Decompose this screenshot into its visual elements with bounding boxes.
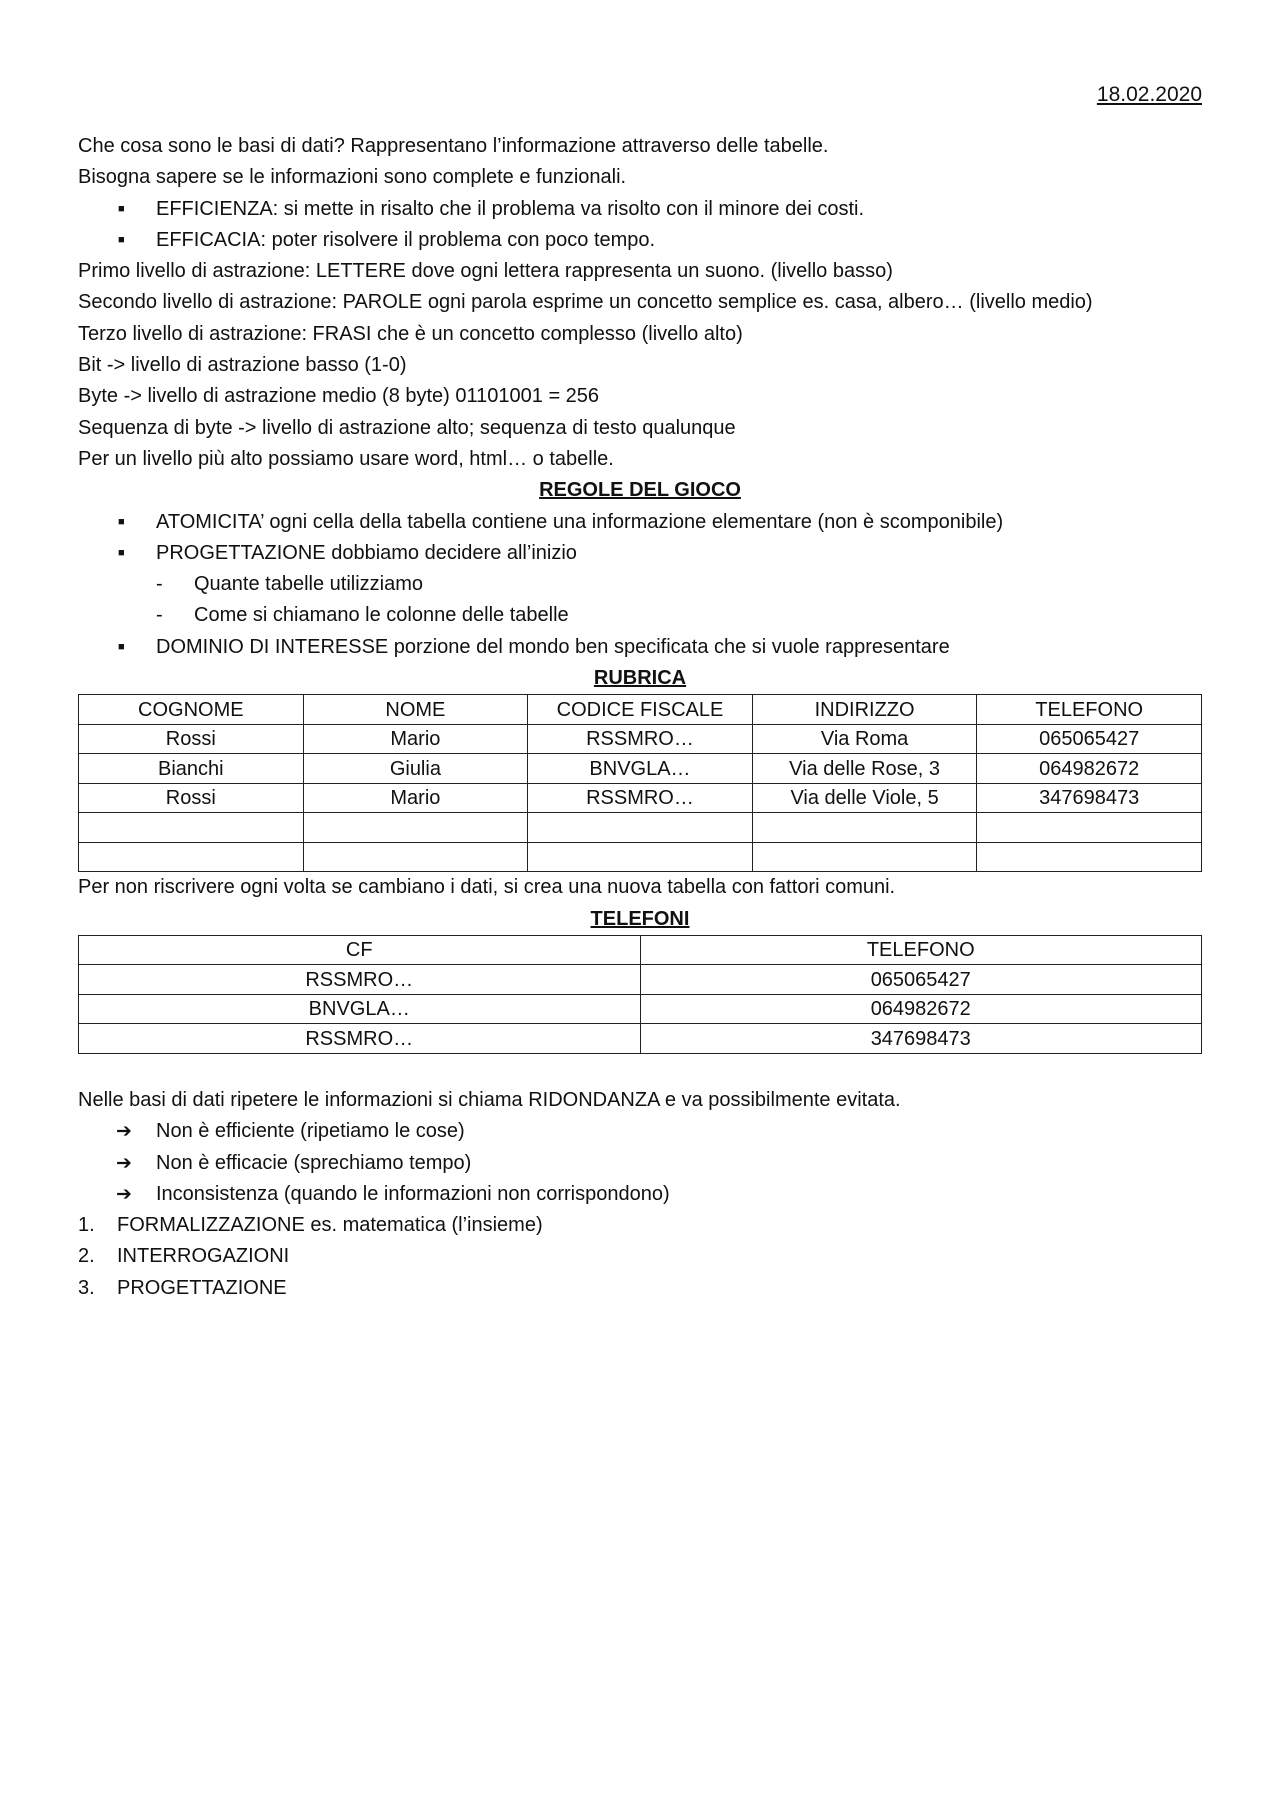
telefoni-title: TELEFONI [590, 907, 690, 930]
numbered-text: INTERROGAZIONI [117, 1245, 290, 1268]
numbered-text: PROGETTAZIONE [117, 1276, 287, 1299]
table-cell: Via Roma [752, 724, 977, 754]
item-number: 2. [78, 1245, 95, 1268]
square-bullet-icon: ■ [118, 202, 125, 215]
table-cell: Rossi [79, 724, 304, 754]
level-line: Per un livello più alto possiamo usare word, html… o tabelle. [78, 447, 614, 470]
level-line: Bit -> livello di astrazione basso (1-0) [78, 354, 407, 377]
table-row [79, 965, 1202, 995]
column-header: NOME [303, 695, 528, 725]
rule-item [78, 507, 1202, 538]
table-cell: 065065427 [640, 965, 1202, 995]
item-number: 1. [78, 1214, 95, 1237]
column-header: CODICE FISCALE [528, 695, 753, 725]
table-row [79, 724, 1202, 754]
table-cell: 064982672 [977, 754, 1202, 784]
table-cell: Via delle Viole, 5 [752, 783, 977, 813]
numbered-item [78, 1210, 1202, 1241]
sub-rule-text: Come si chiamano le colonne delle tabelle [194, 604, 569, 627]
table-cell: BNVGLA… [528, 754, 753, 784]
spacer [78, 1054, 1202, 1085]
table-cell: RSSMRO… [79, 1024, 641, 1054]
arrow-item [78, 1148, 1202, 1179]
numbered-item [78, 1241, 1202, 1272]
table-cell: Mario [303, 783, 528, 813]
table-cell: RSSMRO… [79, 965, 641, 995]
table-cell: RSSMRO… [528, 724, 753, 754]
table-cell: Giulia [303, 754, 528, 784]
table-cell: BNVGLA… [79, 994, 641, 1024]
dash-bullet-icon: - [156, 604, 163, 627]
square-bullet-icon: ■ [118, 546, 125, 559]
square-bullet-icon: ■ [118, 515, 125, 528]
table-cell: Via delle Rose, 3 [752, 754, 977, 784]
table-cell: RSSMRO… [528, 783, 753, 813]
arrow-item [78, 1116, 1202, 1147]
table-cell [303, 842, 528, 872]
rule-text: DOMINIO DI INTERESSE porzione del mondo ben specificata che si vuole rappresentare [156, 635, 950, 658]
arrow-item [78, 1179, 1202, 1210]
square-bullet-icon: ■ [118, 233, 125, 246]
table-cell [977, 813, 1202, 843]
table-cell [977, 842, 1202, 872]
bullet-item [78, 225, 1202, 256]
intro-line: Bisogna sapere se le informazioni sono complete e funzionali. [78, 166, 627, 189]
table-row [79, 754, 1202, 784]
sub-rule-item [78, 569, 1202, 600]
telefoni-table [78, 935, 1202, 1054]
rule-text: ATOMICITA’ ogni cella della tabella contiene una informazione elementare (non è scomponibile) [156, 510, 1004, 533]
numbered-item [78, 1273, 1202, 1304]
table-cell: Bianchi [79, 754, 304, 784]
level-line: Terzo livello di astrazione: FRASI che è un concetto complesso (livello alto) [78, 322, 743, 345]
table-cell [752, 842, 977, 872]
table-row [79, 842, 1202, 872]
arrow-right-icon: ➔ [116, 1152, 132, 1174]
table-cell: 347698473 [977, 783, 1202, 813]
rule-item [78, 538, 1202, 569]
redundancy-text: Nelle basi di dati ripetere le informazioni si chiama RIDONDANZA e va possibilmente evitata. [78, 1088, 901, 1111]
sub-rule-item [78, 600, 1202, 631]
table-cell: 347698473 [640, 1024, 1202, 1054]
table-cell: 065065427 [977, 724, 1202, 754]
table-header-row [79, 695, 1202, 725]
bullet-text: EFFICIENZA: si mette in risalto che il problema va risolto con il minore dei costi. [156, 197, 865, 220]
square-bullet-icon: ■ [118, 640, 125, 653]
column-header: TELEFONO [977, 695, 1202, 725]
arrow-item-text: Inconsistenza (quando le informazioni non corrispondono) [156, 1182, 670, 1205]
table-row [79, 994, 1202, 1024]
intro-line: Che cosa sono le basi di dati? Rappresentano l’informazione attraverso delle tabelle. [78, 135, 829, 157]
arrow-right-icon: ➔ [116, 1183, 132, 1205]
arrow-item-text: Non è efficacie (sprechiamo tempo) [156, 1151, 472, 1174]
table-cell [79, 813, 304, 843]
rubrica-title: RUBRICA [593, 667, 687, 690]
level-line: Sequenza di byte -> livello di astrazione alto; sequenza di testo qualunque [78, 416, 736, 439]
rubrica-table [78, 694, 1202, 872]
column-header: TELEFONO [640, 935, 1202, 965]
arrow-item-text: Non è efficiente (ripetiamo le cose) [156, 1120, 465, 1143]
rule-item [78, 632, 1202, 663]
bullet-text: EFFICACIA: poter risolvere il problema con poco tempo. [156, 228, 656, 251]
table-cell: Mario [303, 724, 528, 754]
numbered-text: FORMALIZZAZIONE es. matematica (l’insieme) [117, 1214, 543, 1237]
column-header: CF [79, 935, 641, 965]
notes-body [78, 131, 1202, 1304]
table-cell: Rossi [79, 783, 304, 813]
table-row [79, 783, 1202, 813]
between-tables-text: Per non riscrivere ogni volta se cambiano i dati, si crea una nuova tabella con fattori comuni. [78, 876, 896, 899]
table-cell: 064982672 [640, 994, 1202, 1024]
table-cell [752, 813, 977, 843]
table-cell [528, 813, 753, 843]
rules-heading: REGOLE DEL GIOCO [539, 479, 741, 502]
sub-rule-text: Quante tabelle utilizziamo [194, 573, 424, 596]
column-header: INDIRIZZO [752, 695, 977, 725]
date: 18.02.2020 [1096, 83, 1202, 106]
table-cell [528, 842, 753, 872]
rule-text: PROGETTAZIONE dobbiamo decidere all’inizio [156, 541, 577, 564]
table-row [79, 1024, 1202, 1054]
table-header-row [79, 935, 1202, 965]
table-cell [79, 842, 304, 872]
level-line: Primo livello di astrazione: LETTERE dove ogni lettera rappresenta un suono. (livello basso) [78, 260, 893, 283]
arrow-right-icon: ➔ [116, 1121, 132, 1143]
table-row [79, 813, 1202, 843]
level-line: Byte -> livello di astrazione medio (8 byte) 01101001 = 256 [78, 385, 600, 408]
column-header: COGNOME [79, 695, 304, 725]
item-number: 3. [78, 1276, 95, 1299]
table-cell [303, 813, 528, 843]
bullet-item [78, 194, 1202, 225]
dash-bullet-icon: - [156, 573, 163, 596]
level-line: Secondo livello di astrazione: PAROLE ogni parola esprime un concetto semplice es. casa, albero… (livello medio) [78, 291, 1093, 314]
